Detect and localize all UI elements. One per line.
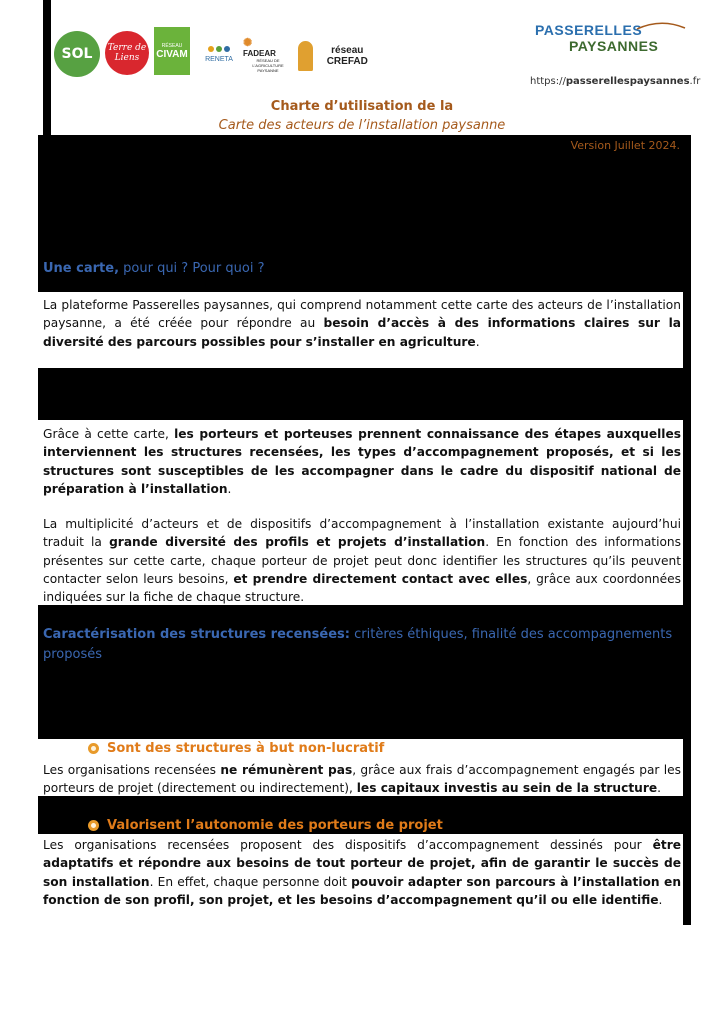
criterion-heading-non-lucratif: Sont des structures à but non-lucratif [88,741,384,756]
swoosh-icon [635,20,687,32]
terre-de-liens-logo: Terre de Liens [105,31,149,75]
section-heading-caracterisation: Caractérisation des structures recensées: critères éthiques, finalité des accompagnements proposés [43,627,673,662]
website-url[interactable]: https://passerellespaysannes.fr [530,76,701,87]
paragraph-autonomie: Les organisations recensées proposent des dispositifs d’accompagnement dessinés pour être adaptatifs et répondre aux besoins de tout porteur de projet, afin de garantir le succès de son installation. En effet, chaque personne doit pouvoir adapter son parcours à l’installation en fonction de son profil, son projet, et les besoins d’accompagnement qu’il ou elle identifie. [43,838,682,907]
reneta-logo: RENETA [200,38,238,70]
document-subtitle: Carte des acteurs de l’installation paysanne [218,118,506,133]
circle-bullet-icon [88,743,99,754]
paragraph-grace: Grâce à cette carte, les porteurs et porteuses prennent connaissance des étapes auxquelles interviennent les structures recensées, les types d’accompagnement proposés, et si les structures sont susceptibles de les accompagner dans le cadre du dispositif national de préparation à l’installation. [43,427,681,496]
sol-logo: SOL [54,31,100,77]
crefad-logo: réseau CREFAD [298,40,378,72]
paragraph-intro: La plateforme Passerelles paysannes, qui comprend notamment cette carte des acteurs de l’installation paysanne, a été créée pour répondre au besoin d’accès à des informations claires sur la diversité des parcours possibles pour s’installer en agriculture. [43,298,681,349]
version-label: Version Juillet 2024. [570,139,680,152]
section-heading-une-carte: Une carte, pour qui ? Pour quoi ? [43,261,265,276]
black-block-top-border [43,0,51,135]
paragraph-multiplicite: La multiplicité d’acteurs et de dispositifs d’accompagnement à l’installation existante aujourd’hui traduit la grande diversité des profils et projets d’installation. En fonction des informations présentes sur cette carte, chaque porteur de projet peut donc identifier les structures qu’ils peuvent contacter selon leurs besoins, et prendre directement contact avec elles, grâce aux coordonnées indiquées sur la fiche de chaque structure. [43,517,682,605]
black-block-2 [38,368,691,420]
circle-bullet-icon [88,820,99,831]
civam-logo: RÉSEAU CIVAM [154,27,190,75]
document-title: Charte d’utilisation de la [270,99,454,114]
passerelles-paysannes-logo: PASSERELLES PAYSANNES [535,18,685,58]
black-block-right-edge [683,135,691,925]
fadear-logo: ✺ FADEAR RÉSEAU DE L'AGRICULTURE PAYSANNE [243,36,284,73]
criterion-heading-autonomie: Valorisent l’autonomie des porteurs de projet [88,818,443,833]
paragraph-non-lucratif: Les organisations recensées ne rémunèrent pas, grâce aux frais d’accompagnement engagés par les porteurs de projet (directement ou indirectement), les capitaux investis au sein de la structure. [43,763,681,796]
